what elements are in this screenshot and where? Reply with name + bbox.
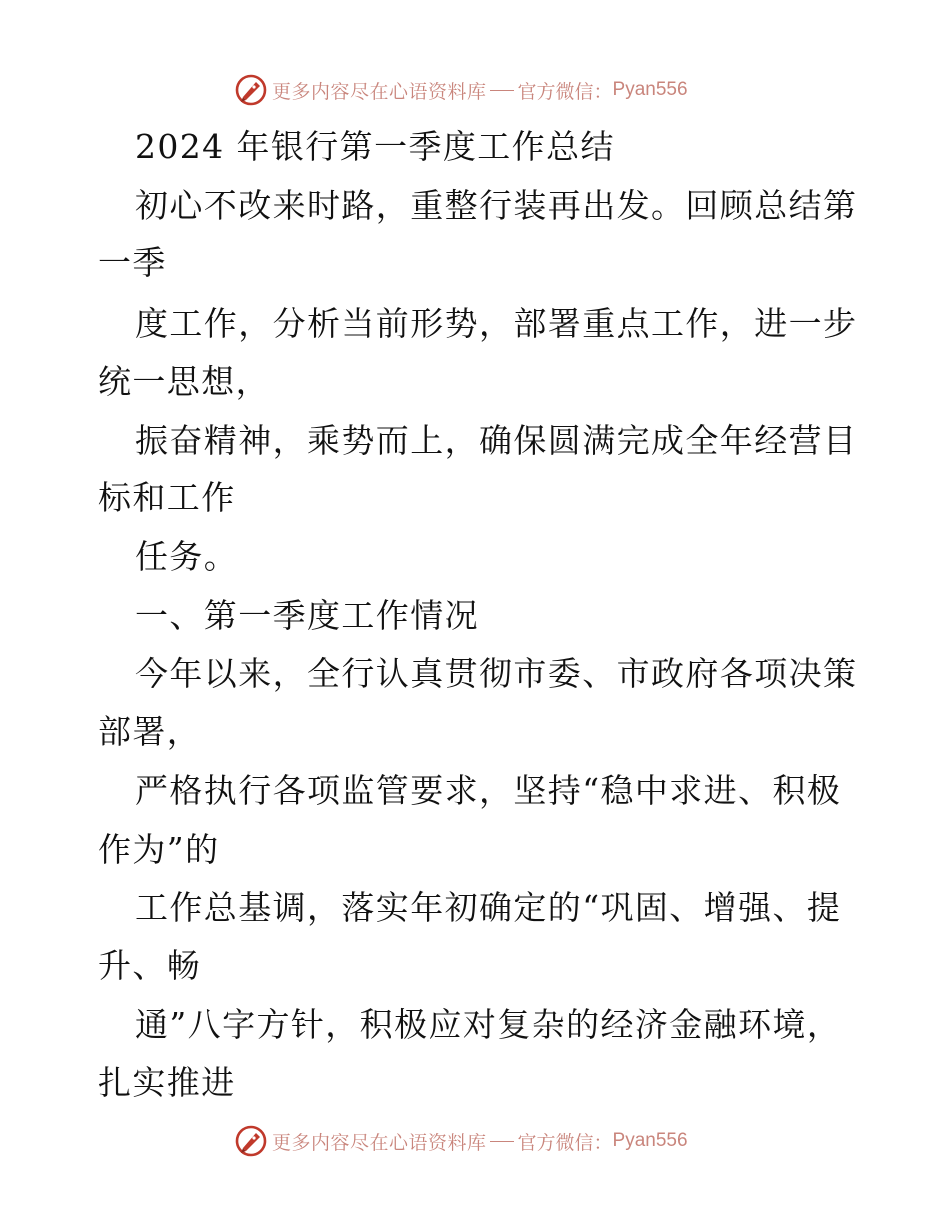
paragraph-line: 初心不改来时路，重整行装再出发。回顾总结第 bbox=[135, 186, 858, 225]
section-heading: 一、第一季度工作情况 bbox=[135, 596, 479, 635]
paragraph-line: 一季 bbox=[98, 243, 167, 282]
paragraph-line: 度工作，分析当前形势，部署重点工作，进一步 bbox=[135, 304, 858, 343]
pen-nib-logo-icon bbox=[234, 1124, 268, 1158]
banner-wechat-label: 官方微信： bbox=[517, 1131, 613, 1154]
paragraph-line: 振奋精神，乘势而上，确保圆满完成全年经营目 bbox=[135, 421, 858, 460]
paragraph-line: 今年以来，全行认真贯彻市委、市政府各项决策 bbox=[135, 654, 858, 693]
paragraph-line: 通”八字方针，积极应对复杂的经济金融环境， bbox=[135, 1005, 842, 1044]
paragraph-line: 统一思想， bbox=[98, 362, 270, 401]
paragraph-line: 升、畅 bbox=[98, 946, 202, 985]
banner-text: 更多内容尽在心语资料库 bbox=[272, 80, 487, 103]
paragraph-line: 标和工作 bbox=[98, 478, 236, 517]
banner-text: 更多内容尽在心语资料库 bbox=[272, 1131, 487, 1154]
banner-wechat-label: 官方微信： bbox=[517, 80, 613, 103]
footer-watermark-banner bbox=[234, 1123, 714, 1159]
header-watermark-banner bbox=[234, 72, 714, 108]
paragraph-line: 扎实推进 bbox=[98, 1063, 236, 1102]
document-title: 2024 年银行第一季度工作总结 bbox=[135, 127, 615, 166]
banner-wechat-id: Pyan556 bbox=[612, 79, 688, 100]
paragraph-line: 任务。 bbox=[135, 537, 239, 576]
banner-separator bbox=[490, 90, 514, 91]
paragraph-line: 作为”的 bbox=[98, 830, 220, 869]
pen-nib-logo-icon bbox=[234, 73, 268, 107]
paragraph-line: 严格执行各项监管要求，坚持“稳中求进、积极 bbox=[135, 771, 842, 810]
banner-separator bbox=[490, 1141, 514, 1142]
banner-wechat-id: Pyan556 bbox=[612, 1130, 688, 1151]
paragraph-line: 工作总基调，落实年初确定的“巩固、增强、提 bbox=[135, 888, 842, 927]
paragraph-line: 部署， bbox=[98, 712, 202, 751]
